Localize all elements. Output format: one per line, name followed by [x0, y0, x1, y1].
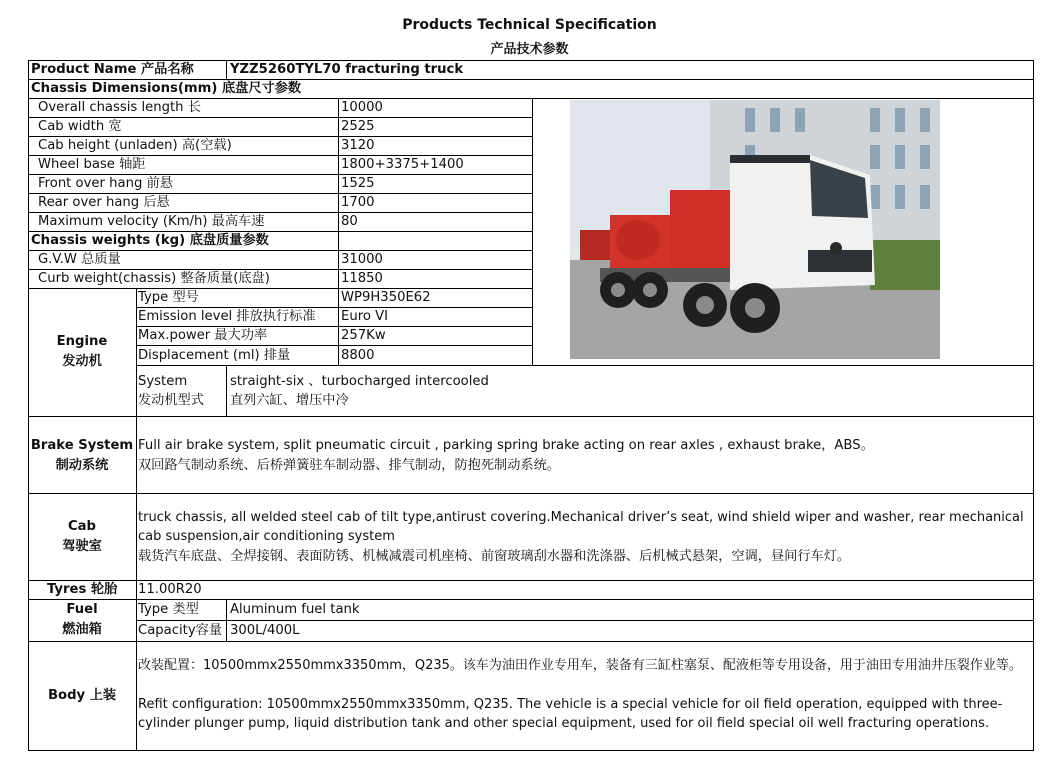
cab-value-cn: 载货汽车底盘、全焊接钢、表面防锈、机械减震司机座椅、前窗玻璃刮水器和洗涤器、后机械式悬架，空调，昼间行车灯。 [138, 549, 851, 564]
displacement-label: Displacement (ml) 排量 [138, 348, 291, 363]
emission-level-value: Euro VI [341, 309, 388, 324]
cab-width-value: 2525 [341, 119, 375, 134]
front-overhang-label: Front over hang 前悬 [38, 176, 173, 191]
fuel-capacity-value: 300L/400L [230, 623, 300, 638]
row-divider [28, 493, 1034, 494]
col-divider [226, 365, 227, 416]
max-power-value: 257Kw [341, 328, 386, 343]
brake-value-cn: 双回路气制动系统、后桥弹簧驻车制动器、排气制动，防抱死制动系统。 [138, 458, 560, 473]
brake-label-en: Brake System [30, 438, 134, 453]
max-power-label: Max.power 最大功率 [138, 328, 268, 343]
gvw-label: G.V.W 总质量 [38, 252, 121, 267]
curb-weight-label: Curb weight(chassis) 整备质量(底盘) [38, 271, 270, 286]
system-value-en: straight-six 、turbocharged intercooled [230, 374, 489, 389]
fuel-label-box [28, 600, 136, 640]
body-label: Body 上装 [48, 688, 117, 703]
system-label-en: System [138, 374, 188, 389]
fuel-type-value: Aluminum fuel tank [230, 602, 360, 617]
front-overhang-value: 1525 [341, 176, 375, 191]
chassis-length-label: Overall chassis length 长 [38, 100, 201, 115]
col-divider [226, 60, 227, 79]
chassis-dimensions-header: Chassis Dimensions(mm) 底盘尺寸参数 [31, 81, 302, 96]
col-divider [226, 599, 227, 641]
product-name-label: Product Name 产品名称 [31, 62, 194, 77]
max-velocity-value: 80 [341, 214, 358, 229]
page-subtitle: 产品技术参数 [490, 42, 569, 57]
wheel-base-value: 1800+3375+1400 [341, 157, 464, 172]
cab-height-value: 3120 [341, 138, 375, 153]
brake-label-cn: 制动系统 [55, 458, 109, 473]
engine-type-label: Type 型号 [138, 290, 199, 305]
engine-label-en: Engine [56, 334, 108, 349]
page-title: Products Technical Specification [402, 17, 657, 33]
truck-illustration [570, 100, 940, 359]
body-value-cn: 改装配置：10500mmx2550mmx3350mm，Q235。该车为油田作业专用车，装备有三缸柱塞泵、配液柜等专用设备，用于油田专用油井压裂作业等。 [138, 658, 1022, 673]
product-name-value: YZZ5260TYL70 fracturing truck [230, 62, 464, 77]
system-value-cn: 直列六缸、增压中冷 [230, 393, 349, 408]
cab-width-label: Cab width 宽 [38, 119, 122, 134]
tyres-label: Tyres 轮胎 [47, 582, 118, 597]
fuel-label-cn: 燃油箱 [62, 622, 102, 637]
engine-type-value: WP9H350E62 [341, 290, 431, 305]
rear-overhang-value: 1700 [341, 195, 375, 210]
fuel-type-label: Type 类型 [138, 602, 199, 617]
wheel-base-label: Wheel base 轴距 [38, 157, 146, 172]
curb-weight-value: 11850 [341, 271, 383, 286]
row-divider [28, 416, 1034, 417]
rear-overhang-label: Rear over hang 后悬 [38, 195, 170, 210]
row-divider [136, 365, 1034, 366]
max-velocity-label: Maximum velocity (Km/h) 最高车速 [38, 214, 265, 229]
brake-label-box [28, 436, 136, 476]
col-divider [338, 98, 339, 365]
chassis-length-value: 10000 [341, 100, 383, 115]
fuel-label-en: Fuel [66, 602, 98, 617]
col-divider [136, 288, 137, 751]
fuel-capacity-label: Capacity容量 [138, 623, 223, 638]
cab-label-cn: 驾驶室 [62, 539, 102, 554]
tyres-value: 11.00R20 [138, 582, 202, 597]
cab-value-en: truck chassis, all welded steel cab of tilt type,antirust covering.Mechanical driver’s seat, wind shield wiper and washer, rear mechanical cab suspension,air conditioning system [138, 510, 1024, 544]
brake-value-en: Full air brake system, split pneumatic circuit , parking spring brake acting on rear axles , exhaust brake，ABS。 [138, 438, 874, 453]
engine-label-cn: 发动机 [62, 354, 102, 369]
emission-level-label: Emission level 排放执行标准 [138, 309, 316, 324]
engine-label-box [28, 332, 136, 372]
row-divider [28, 641, 1034, 642]
row-divider [28, 288, 532, 289]
cab-label-box [28, 517, 136, 557]
body-value-en: Refit configuration: 10500mmx2550mmx3350mm, Q235. The vehicle is a special vehicle for oil field operation, equipped with three-cylinder plunger pump, liquid distribution tank and other special equipment, used for oil field special oil well fracturing operations. [138, 697, 1003, 731]
col-divider [532, 98, 533, 366]
gvw-value: 31000 [341, 252, 383, 267]
system-label-cn: 发动机型式 [138, 393, 204, 408]
truck-photo [570, 100, 940, 359]
chassis-weights-header: Chassis weights (kg) 底盘质量参数 [31, 233, 269, 248]
cab-label-en: Cab [67, 519, 97, 534]
cab-height-label: Cab height (unladen) 高(空载) [38, 138, 232, 153]
displacement-value: 8800 [341, 348, 375, 363]
